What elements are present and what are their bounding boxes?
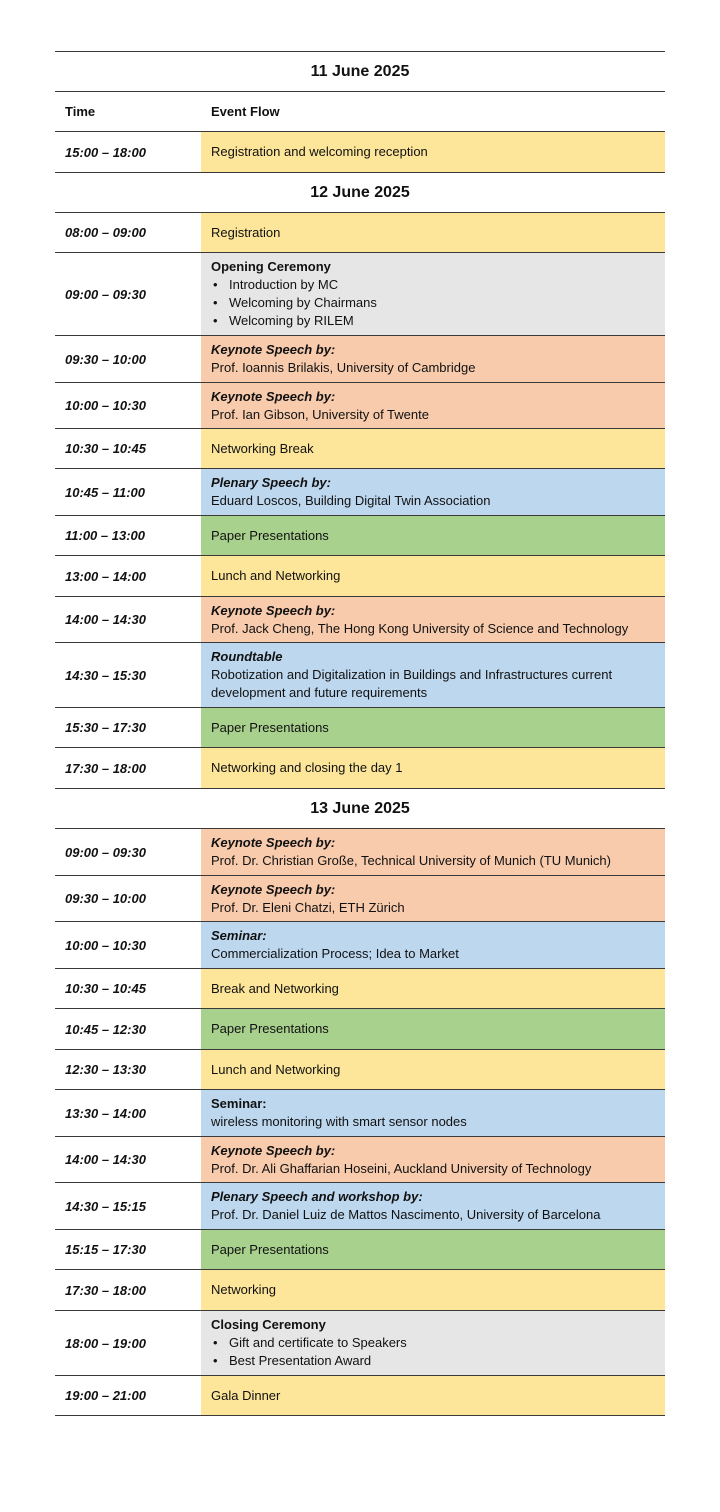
event-column-header: Event Flow: [211, 104, 280, 119]
event-title: Plenary Speech by:: [211, 475, 331, 490]
row-event: [201, 597, 665, 642]
row-event: [201, 516, 665, 555]
row-time: 13:30 – 14:00: [65, 1105, 146, 1121]
row-event: [201, 643, 665, 707]
event-bullets: [211, 1334, 657, 1370]
event-text: Paper Presentations: [211, 527, 329, 543]
row-time: 11:00 – 13:00: [65, 528, 145, 543]
event-text: Paper Presentations: [211, 1241, 329, 1257]
event-text: Paper Presentations: [211, 1021, 329, 1036]
row-time: 14:00 – 14:30: [65, 1152, 146, 1167]
bullet-item: • Best Presentation Award: [211, 1352, 657, 1370]
table-row: [55, 1229, 665, 1269]
event-title: Seminar:: [211, 928, 267, 943]
row-event: [201, 1137, 665, 1182]
row-event: [201, 336, 665, 382]
table-row: [55, 1182, 665, 1229]
row-event: [201, 556, 665, 596]
row-event: [201, 876, 665, 921]
day-heading: 12 June 2025: [55, 172, 665, 212]
row-event: [201, 383, 665, 428]
table-row: [55, 875, 665, 921]
row-time: 14:30 – 15:30: [65, 667, 146, 683]
event-text: Networking Break: [211, 440, 314, 456]
event-text: Prof. Ioannis Brilakis, University of Cambridge: [211, 360, 476, 375]
row-event: [201, 1230, 665, 1269]
row-time: 08:00 – 09:00: [65, 225, 146, 240]
time-column-header: Time: [65, 104, 96, 119]
event-text: Registration: [211, 224, 281, 240]
event-text: Paper Presentations: [211, 719, 329, 735]
table-row: [55, 747, 665, 788]
row-time: 14:00 – 14:30: [65, 612, 146, 627]
row-event: [201, 1090, 665, 1136]
table-row: [55, 921, 665, 968]
row-event: [201, 132, 665, 172]
event-text: Lunch and Networking: [211, 1061, 341, 1077]
table-row: [55, 1136, 665, 1182]
event-title: Keynote Speech by:: [211, 388, 336, 404]
day-heading: 13 June 2025: [55, 788, 665, 828]
row-time: 09:30 – 10:00: [65, 891, 146, 906]
row-event: [201, 1376, 665, 1415]
bullet-item: • Welcoming by RILEM: [211, 312, 657, 330]
event-title: Keynote Speech by:: [211, 835, 336, 850]
event-text: Networking and closing the day 1: [211, 760, 403, 775]
table-row: [55, 428, 665, 468]
table-row: [55, 1375, 665, 1415]
event-text: Prof. Jack Cheng, The Hong Kong University of Science and Technology: [211, 620, 629, 636]
row-event: [201, 1050, 665, 1089]
row-event: [201, 253, 665, 335]
event-title: Keynote Speech by:: [211, 881, 336, 897]
row-time: 10:00 – 10:30: [65, 398, 146, 413]
event-text: wireless monitoring with smart sensor nodes: [211, 1114, 467, 1129]
row-event: [201, 969, 665, 1008]
row-event: [201, 1311, 665, 1375]
day-heading: 11 June 2025: [55, 51, 665, 91]
table-row: [55, 335, 665, 382]
row-time: 19:00 – 21:00: [65, 1388, 146, 1403]
row-event: [201, 469, 665, 515]
row-time: 13:00 – 14:00: [65, 568, 146, 584]
row-time: 17:30 – 18:00: [65, 760, 146, 776]
bullet-item: • Welcoming by Chairmans: [211, 294, 657, 312]
event-text: Robotization and Digitalization in Buildings and Infrastructures current development and future requirements: [211, 667, 613, 700]
row-event: [201, 1183, 665, 1229]
table-row: [55, 968, 665, 1008]
table-row: [55, 1008, 665, 1049]
table-row: [55, 212, 665, 252]
event-title: Keynote Speech by:: [211, 342, 336, 357]
bullet-item: • Gift and certificate to Speakers: [211, 1334, 657, 1352]
table-row: [55, 828, 665, 875]
table-row: [55, 131, 665, 172]
event-text: Break and Networking: [211, 980, 339, 996]
row-time: 12:30 – 13:30: [65, 1062, 146, 1077]
table-header: [55, 91, 665, 131]
table-row: [55, 555, 665, 596]
event-title: Keynote Speech by:: [211, 1142, 336, 1158]
row-time: 15:30 – 17:30: [65, 720, 146, 735]
bullet-item: • Introduction by MC: [211, 276, 657, 294]
table-bottom-border: [55, 1415, 665, 1416]
event-text: Prof. Dr. Eleni Chatzi, ETH Zürich: [211, 899, 405, 915]
event-title: Seminar:: [211, 1096, 267, 1111]
row-time: 10:45 – 11:00: [65, 484, 145, 500]
event-text: Prof. Ian Gibson, University of Twente: [211, 406, 429, 422]
table-row: [55, 707, 665, 747]
row-event: [201, 429, 665, 468]
row-time: 10:30 – 10:45: [65, 441, 146, 456]
row-time: 15:00 – 18:00: [65, 144, 146, 160]
table-row: [55, 1049, 665, 1089]
event-bullets: [211, 276, 657, 330]
table-row: [55, 596, 665, 642]
row-event: [201, 829, 665, 875]
event-title: Keynote Speech by:: [211, 602, 336, 618]
row-time: 10:30 – 10:45: [65, 981, 146, 996]
row-event: [201, 708, 665, 747]
event-text: Registration and welcoming reception: [211, 144, 428, 159]
row-event: [201, 213, 665, 252]
row-time: 10:45 – 12:30: [65, 1021, 146, 1037]
row-time: 15:15 – 17:30: [65, 1242, 146, 1257]
table-row: [55, 382, 665, 428]
event-text: Lunch and Networking: [211, 568, 341, 583]
table-row: [55, 1269, 665, 1310]
event-text: Prof. Dr. Ali Ghaffarian Hoseini, Auckland University of Technology: [211, 1160, 592, 1176]
event-text: Networking: [211, 1282, 277, 1297]
table-row: [55, 468, 665, 515]
row-time: 09:30 – 10:00: [65, 351, 146, 367]
row-time: 18:00 – 19:00: [65, 1335, 146, 1351]
table-row: [55, 515, 665, 555]
event-title: Closing Ceremony: [211, 1317, 326, 1332]
row-event: [201, 1270, 665, 1310]
row-event: [201, 748, 665, 788]
event-text: Prof. Dr. Daniel Luiz de Mattos Nascimento, University of Barcelona: [211, 1207, 601, 1222]
row-event: [201, 1009, 665, 1049]
row-time: 09:00 – 09:30: [65, 844, 146, 860]
row-time: 17:30 – 18:00: [65, 1282, 146, 1298]
event-title: Opening Ceremony: [211, 259, 331, 274]
event-text: Commercialization Process; Idea to Market: [211, 946, 459, 961]
row-event: [201, 922, 665, 968]
event-text: Gala Dinner: [211, 1387, 281, 1403]
schedule-table: [55, 51, 665, 1416]
row-time: 09:00 – 09:30: [65, 286, 146, 302]
table-row: [55, 642, 665, 707]
event-title: Roundtable: [211, 649, 283, 664]
event-text: Eduard Loscos, Building Digital Twin Association: [211, 493, 491, 508]
row-time: 14:30 – 15:15: [65, 1198, 146, 1214]
table-row: [55, 1089, 665, 1136]
table-row: [55, 1310, 665, 1375]
table-row: [55, 252, 665, 335]
row-time: 10:00 – 10:30: [65, 937, 146, 953]
event-text: Prof. Dr. Christian Große, Technical University of Munich (TU Munich): [211, 853, 611, 868]
event-title: Plenary Speech and workshop by:: [211, 1189, 423, 1204]
